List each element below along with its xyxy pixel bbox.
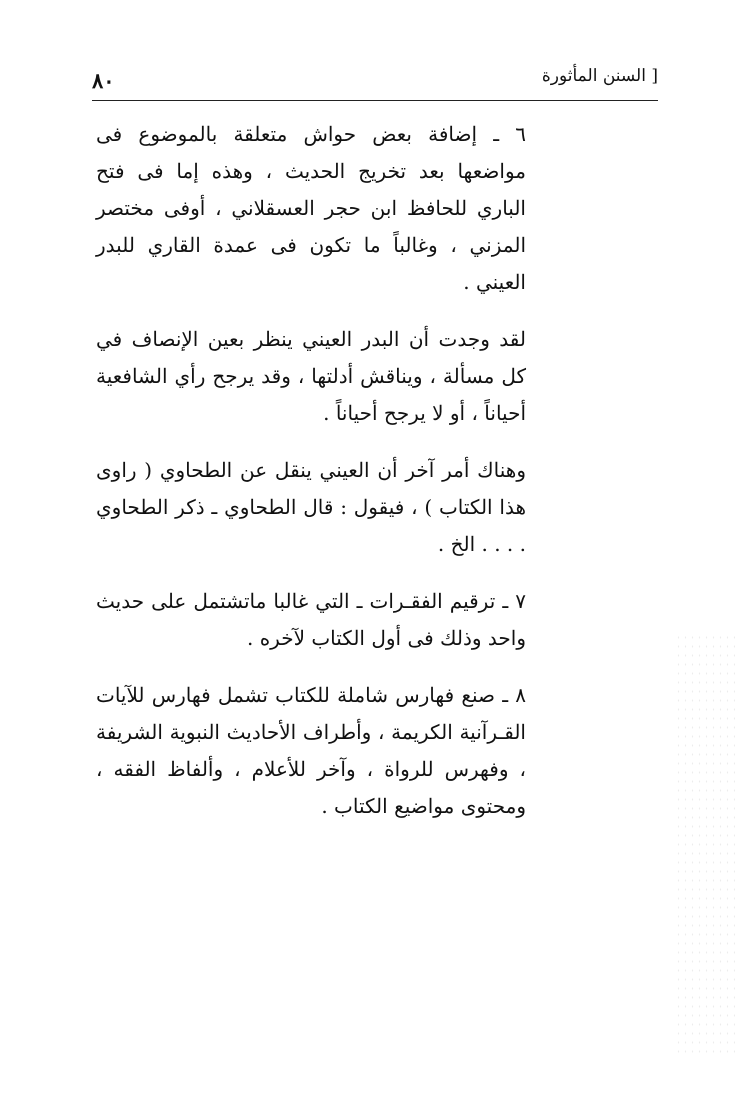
paragraph-item-7: ٧ ـ ترقيم الفقـرات ـ التي غالبا ماتشتمل على حديث واحد وذلك فى أول الكتاب لآخره . (96, 589, 526, 650)
page-number: ٨٠ (92, 68, 115, 93)
header-rule (92, 100, 658, 101)
body-text (96, 116, 526, 845)
page-header (92, 62, 658, 96)
running-title: [ السنن المأثورة (541, 66, 658, 86)
paragraph-item-6: ٦ ـ إضافة بعض حواش متعلقة بالموضوع فى مواضعها بعد تخريج الحديث ، وهذه إما فى فتح الباري للحافظ ابن حجر العسقلاني ، أوفى مختصر المزني ، وغالباً ما تكون فى عمدة القاري للبدر العيني . (96, 122, 526, 294)
scan-speckle (675, 633, 735, 1053)
paragraph-fairness: لقد وجدت أن البدر العيني ينظر بعين الإنصاف في كل مسألة ، ويناقش أدلتها ، وقد يرجح رأي الشافعية أحياناً ، أو لا يرجح أحياناً . (96, 327, 526, 425)
paragraph-item-8: ٨ ـ صنع فهارس شاملة للكتاب تشمل فهارس للآيات القـرآنية الكريمة ، وأطراف الأحاديث النبوية الشريفة ، وفهرس للرواة ، وآخر للأعلام ، وألفاظ الفقه ، ومحتوى مواضيع الكتاب . (96, 683, 526, 818)
paragraph-tahawi: وهناك أمر آخر أن العيني ينقل عن الطحاوي ( راوى هذا الكتاب ) ، فيقول : قال الطحاوي ـ ذكر الطحاوي . . . . الخ . (96, 458, 526, 556)
